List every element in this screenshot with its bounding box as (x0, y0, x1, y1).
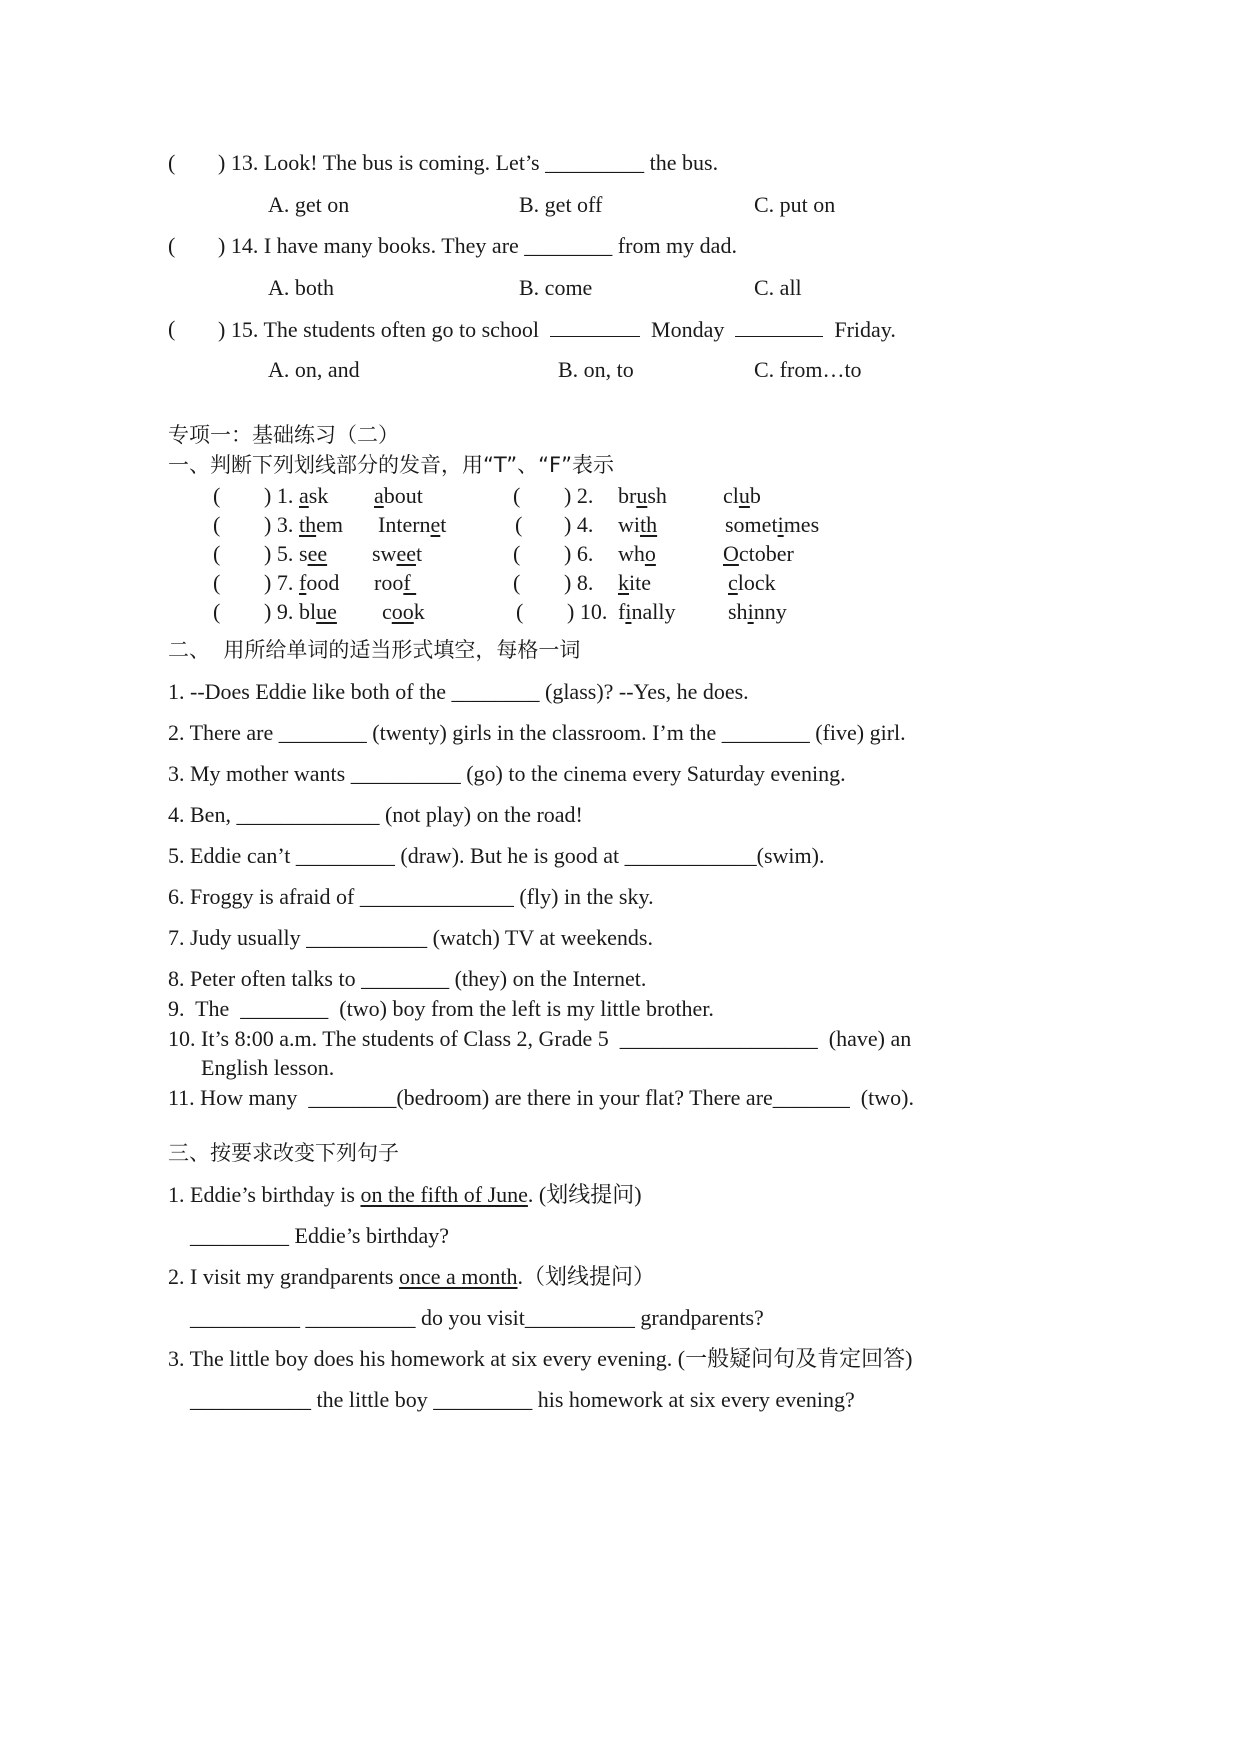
option-a: A. on, and (268, 357, 360, 382)
fill-item-5: 5. Eddie can’t _________ (draw). But he is good at ____________(swim). (168, 843, 825, 868)
word: them (299, 512, 344, 537)
rewrite-q2: 2. I visit my grandparents once a month.（划线提问） (168, 1264, 656, 1289)
answer-paren-open: ( (213, 570, 221, 595)
word: blue (299, 599, 337, 624)
answer-paren-open: ( (168, 316, 176, 341)
option-b: B. get off (519, 192, 603, 217)
word: about (374, 483, 423, 508)
answer-paren-open: ( (213, 541, 221, 566)
item-number: ) 5. (264, 541, 294, 566)
part3-heading: 三、按要求改变下列句子 (168, 1141, 399, 1165)
fill-item-3: 3. My mother wants __________ (go) to the cinema every Saturday evening. (168, 761, 846, 786)
word: kite (618, 570, 651, 595)
word: finally (618, 599, 676, 624)
fill-item-10-cont: English lesson. (201, 1055, 335, 1080)
question-13-text: ) 13. Look! The bus is coming. Let’s _________ the bus. (218, 150, 719, 175)
fill-item-11: 11. How many ________(bedroom) are there in your flat? There are_______ (two). (168, 1085, 914, 1110)
word: who (618, 541, 656, 566)
word: with (618, 512, 658, 537)
answer-blank (735, 318, 823, 337)
fill-item-1: 1. --Does Eddie like both of the ________ (glass)? --Yes, he does. (168, 679, 749, 704)
option-c: C. from…to (754, 357, 862, 382)
option-c: C. all (754, 275, 802, 300)
item-number: ) 2. (564, 483, 594, 508)
item-number: ) 8. (564, 570, 594, 595)
item-number: ) 10. (567, 599, 608, 624)
word: food (299, 570, 340, 595)
word: ask (299, 483, 329, 508)
word: Internet (378, 512, 447, 537)
answer-paren-open: ( (513, 570, 521, 595)
answer-paren-open: ( (513, 541, 521, 566)
word: see (299, 541, 328, 566)
word: club (723, 483, 761, 508)
item-number: ) 1. (264, 483, 294, 508)
word: October (723, 541, 794, 566)
option-b: B. on, to (558, 357, 634, 382)
answer-paren-open: ( (168, 150, 176, 175)
answer-paren-open: ( (213, 483, 221, 508)
fill-item-8: 8. Peter often talks to ________ (they) on the Internet. (168, 966, 647, 991)
item-number: ) 9. (264, 599, 294, 624)
word: brush (618, 483, 667, 508)
rewrite-a3: ___________ the little boy _________ his homework at six every evening? (190, 1387, 855, 1412)
answer-paren-open: ( (213, 599, 221, 624)
item-number: ) 6. (564, 541, 594, 566)
item-number: ) 3. (264, 512, 294, 537)
answer-blank (550, 318, 640, 337)
fill-item-10: 10. It’s 8:00 a.m. The students of Class 2, Grade 5 __________________ (have) an (168, 1026, 912, 1051)
fill-item-2: 2. There are ________ (twenty) girls in the classroom. I’m the ________ (five) girl. (168, 720, 906, 745)
part1-heading: 一、判断下列划线部分的发音，用“T”、“F”表示 (168, 453, 614, 477)
question-14-text: ) 14. I have many books. They are ________ from my dad. (218, 233, 737, 258)
word: cook (382, 599, 425, 624)
word: sometimes (725, 512, 820, 537)
fill-item-6: 6. Froggy is afraid of ______________ (fly) in the sky. (168, 884, 654, 909)
answer-paren-open: ( (513, 483, 521, 508)
item-number: ) 7. (264, 570, 294, 595)
part2-heading: 二、 用所给单词的适当形式填空，每格一词 (168, 638, 581, 662)
word: sweet (372, 541, 423, 566)
word: clock (728, 570, 776, 595)
rewrite-q3: 3. The little boy does his homework at six every evening. (一般疑问句及肯定回答) (168, 1346, 913, 1371)
fill-item-7: 7. Judy usually ___________ (watch) TV at weekends. (168, 925, 653, 950)
option-c: C. put on (754, 192, 836, 217)
item-number: ) 4. (564, 512, 594, 537)
answer-paren-open: ( (516, 599, 524, 624)
rewrite-q1: 1. Eddie’s birthday is on the fifth of June. (划线提问) (168, 1182, 642, 1207)
answer-paren-open: ( (515, 512, 523, 537)
rewrite-a1: _________ Eddie’s birthday? (190, 1223, 450, 1248)
fill-item-9: 9. The ________ (two) boy from the left is my little brother. (168, 996, 714, 1021)
answer-paren-open: ( (213, 512, 221, 537)
rewrite-a2: __________ __________ do you visit__________ grandparents? (190, 1305, 764, 1330)
answer-paren-open: ( (168, 233, 176, 258)
option-a: A. get on (268, 192, 350, 217)
word: roof (374, 570, 417, 595)
word: shinny (728, 599, 787, 624)
option-a: A. both (268, 275, 334, 300)
fill-item-4: 4. Ben, _____________ (not play) on the road! (168, 802, 583, 827)
section-title: 专项一：基础练习（二） (168, 423, 399, 447)
option-b: B. come (519, 275, 593, 300)
question-15-text: ) 15. The students often go to school Monday Friday. (218, 317, 896, 342)
